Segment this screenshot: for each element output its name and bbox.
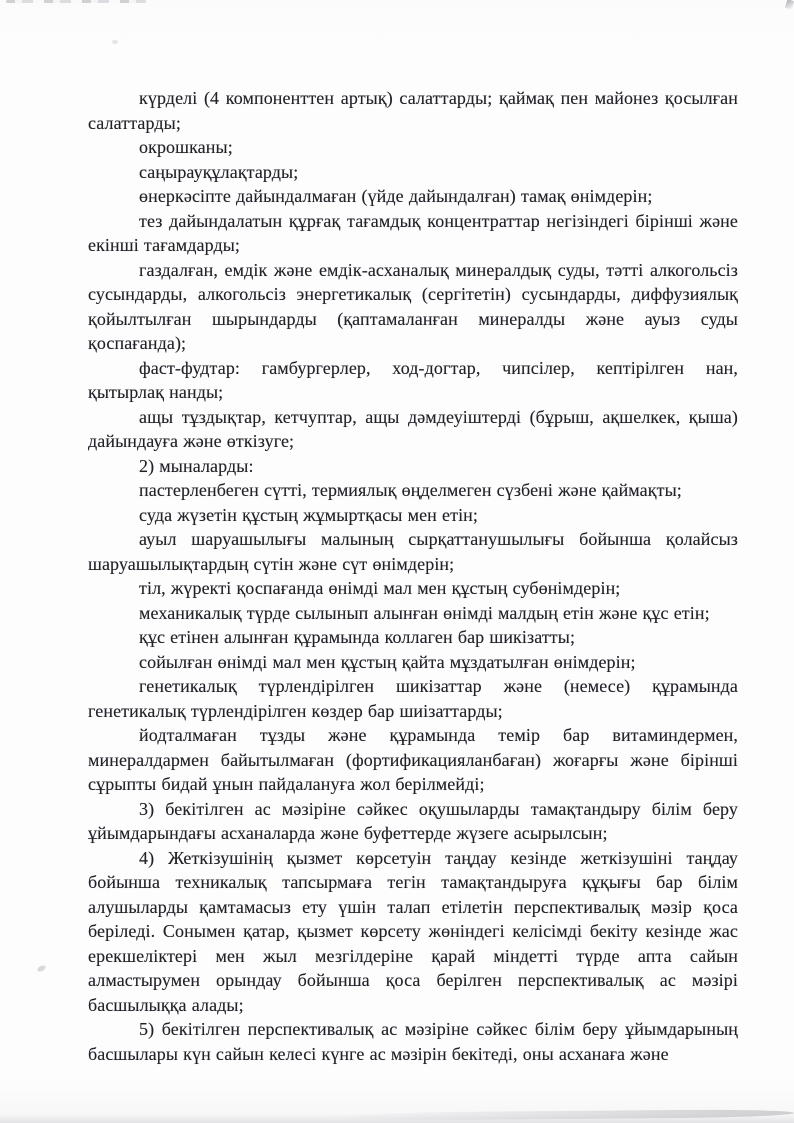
- paragraph: [88, 86, 738, 135]
- paragraph: [88, 160, 738, 185]
- text-line: құс етінен алынған құрамында коллаген бар шикізатты;: [139, 627, 576, 647]
- text-line: йодталмаған тұзды және құрамында темір бар витаминдермен,: [139, 725, 738, 745]
- text-line: ауыл шаруашылығы малының сырқаттанушылығы бойынша қолайсыз: [139, 529, 738, 549]
- text-line: басшылары күн сайын келесі күнге ас мәзірін бекітеді, оны асханаға және: [88, 1043, 669, 1064]
- text-line: қытырлақ нанды;: [88, 382, 224, 402]
- text-line: ащы тұздықтар, кетчуптар, ащы дәмдеуіштерді (бұрыш, ақшелкек, қыша): [139, 406, 738, 427]
- text-line: саңырауқұлақтарды;: [139, 161, 299, 182]
- text-line: салаттарды;: [88, 112, 181, 133]
- text-line: 4) Жеткізушінің қызмет көрсетуін таңдау кезінде жеткізушіні таңдау: [139, 847, 738, 868]
- text-line: газдалған, емдік және емдік-асханалық минералдық суды, тәтті алкогольсіз: [139, 259, 738, 280]
- text-line: алмастырумен орындау бойынша қоса берілген перспективалық ас мәзірі: [88, 970, 738, 990]
- text-line: қойылтылған шырындарды (қаптамаланған минералды және ауыз суды: [88, 308, 738, 329]
- paragraph: [88, 503, 738, 528]
- paragraph: [88, 356, 738, 405]
- paragraph: [88, 209, 738, 258]
- text-line: окрошканы;: [139, 137, 233, 157]
- text-line: фаст-фудтар: гамбургерлер, ход-догтар, чипсілер, кептірілген нан,: [139, 357, 738, 378]
- text-line: басшылыққа алады;: [88, 994, 244, 1015]
- text-line: алушыларды қамтамасыз ету үшін талап етілетін перспективалық мәзір қоса: [88, 896, 738, 917]
- text-line: сусындарды, алкогольсіз энергетикалық (сергітетін) сусындарды, диффузиялық: [88, 284, 738, 304]
- scan-artifact-dot: [112, 40, 118, 44]
- paragraph: [88, 184, 738, 209]
- scan-artifact-bottom-right-shadow: [324, 1109, 794, 1121]
- text-line: сұрыпты бидай ұнын пайдалануға жол берілмейді;: [88, 774, 485, 794]
- text-line: суда жүзетін құстың жұмыртқасы мен етін;: [139, 504, 478, 525]
- scan-artifact-margin-smudge: [36, 964, 46, 973]
- text-line: шаруашылықтардың сүтін және сүт өнімдерін;: [88, 553, 455, 574]
- paragraph: [88, 405, 738, 454]
- text-line: минералдармен байытылмаған (фортификацияланбаған) жоғарғы және бірінші: [88, 749, 738, 770]
- text-line: беріледі. Сонымен қатар, қызмет көрсету жөніндегі келісімді бекіту кезінде жас: [88, 921, 738, 941]
- scan-artifact-bottom-edge: [0, 1114, 794, 1123]
- text-line: дайындауға және өткізуге;: [88, 431, 295, 451]
- text-line: тез дайындалатын құрғақ тағамдық концентраттар негізіндегі бірінші және: [139, 210, 738, 231]
- paragraph: [88, 846, 738, 1018]
- text-line: өнеркәсіпте дайындалмаған (үйде дайындалған) тамақ өнімдерін;: [139, 186, 653, 206]
- text-line: қоспағанда);: [88, 333, 187, 353]
- text-line: тіл, жүректі қоспағанда өнімді мал мен құстың субөнімдерін;: [139, 578, 621, 598]
- paragraph: [88, 576, 738, 601]
- paragraph: [88, 601, 738, 626]
- text-line: пастерленбеген сүтті, термиялық өңделмеген сүзбені және қаймақты;: [139, 480, 682, 500]
- scan-artifact-top-smudge: [6, 0, 146, 3]
- text-line: 3) бекітілген ас мәзіріне сәйкес оқушыларды тамақтандыру білім беру: [139, 798, 738, 819]
- text-line: генетикалық түрлендірілген көздер бар шиізаттарды;: [88, 700, 503, 721]
- paragraph: [88, 478, 738, 503]
- text-line: екінші тағамдарды;: [88, 235, 241, 255]
- paragraph: [88, 625, 738, 650]
- text-line: механикалық түрде сылынып алынған өнімді малдың етін және құс етін;: [139, 602, 710, 623]
- text-line: сойылған өнімді мал мен құстың қайта мұздатылған өнімдерін;: [139, 651, 636, 672]
- text-line: ерекшеліктері мен жыл мезгілдеріне қарай міндетті түрде апта сайын: [88, 945, 738, 966]
- paragraph: [88, 135, 738, 160]
- paragraph: [88, 454, 738, 479]
- text-line: генетикалық түрлендірілген шикізаттар және (немесе) құрамында: [139, 676, 738, 696]
- paragraph: [88, 1017, 738, 1066]
- paragraph: [88, 723, 738, 797]
- scan-artifact-corner-tick: [785, 0, 794, 10]
- paragraph: [88, 797, 738, 846]
- paragraph: [88, 674, 738, 723]
- text-line: бойынша техникалық тапсырмаға тегін тамақтандыруға құқығы бар білім: [88, 872, 738, 892]
- paragraph: [88, 258, 738, 356]
- text-line: ұйымдарындағы асханаларда және буфеттерде жүзеге асырылсын;: [88, 823, 608, 843]
- paragraph: [88, 650, 738, 675]
- text-line: 2) мыналарды:: [139, 455, 254, 476]
- text-line: 5) бекітілген перспективалық ас мәзіріне сәйкес білім беру ұйымдарының: [139, 1019, 738, 1039]
- paragraph: [88, 527, 738, 576]
- document-content: [88, 86, 738, 1066]
- text-line: күрделі (4 компоненттен артық) салаттарды; қаймақ пен майонез қосылған: [139, 88, 738, 108]
